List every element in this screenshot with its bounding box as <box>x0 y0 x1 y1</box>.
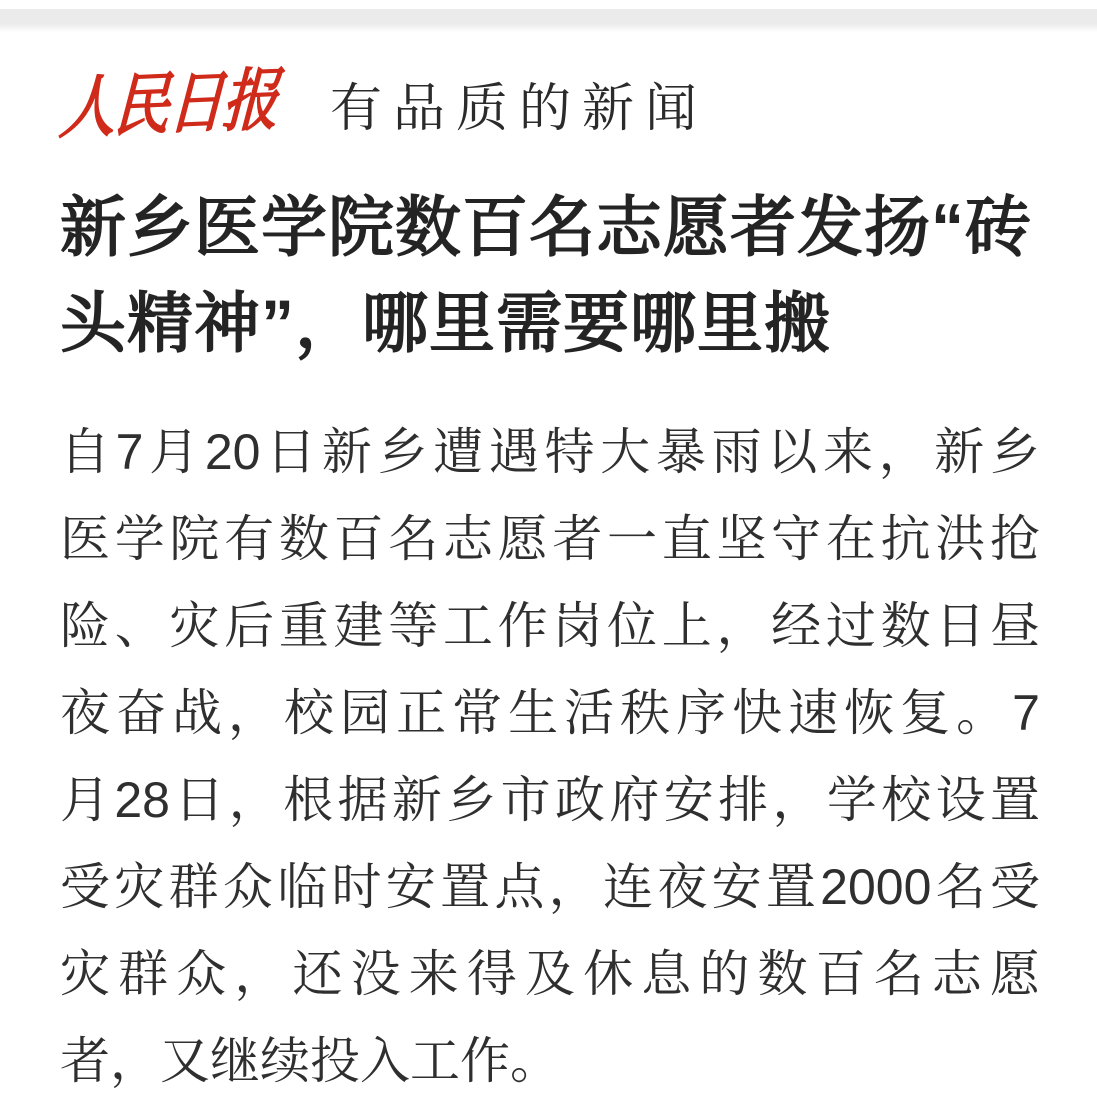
body-line: 自7月20日新乡遭遇特大暴雨以来，新乡 <box>60 424 1040 480</box>
headline-line: 头精神”，哪里需要哪里搬 <box>60 286 831 360</box>
top-divider <box>0 9 1097 23</box>
body-line: 夜奋战，校园正常生活秩序快速恢复。7 <box>60 685 1040 741</box>
body-line: 月28日，根据新乡市政府安排，学校设置 <box>60 772 1040 828</box>
body-line: 医学院有数百名志愿者一直坚守在抗洪抢 <box>60 511 1040 567</box>
body-line: 灾群众，还没来得及休息的数百名志愿 <box>60 946 1040 1002</box>
body-line: 险、灾后重建等工作岗位上，经过数日昼 <box>60 598 1040 654</box>
peoples-daily-logo: 人民日报 <box>57 59 280 149</box>
article-body <box>60 409 1040 1105</box>
headline-line: 新乡医学院数百名志愿者发扬“砖 <box>60 190 1032 264</box>
article-headline <box>60 179 1040 371</box>
masthead-tagline: 有品质的新闻 <box>330 80 709 138</box>
body-line: 受灾群众临时安置点，连夜安置2000名受 <box>60 859 1040 915</box>
masthead <box>57 55 1040 151</box>
body-line: 者，又继续投入工作。 <box>60 1033 560 1089</box>
